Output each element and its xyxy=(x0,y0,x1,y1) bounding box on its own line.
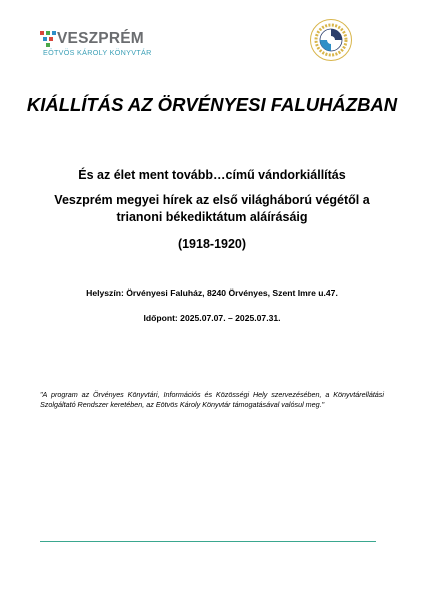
exhibition-years: (1918-1920) xyxy=(177,237,247,251)
page-title: KIÁLLÍTÁS AZ ÖRVÉNYESI FALUHÁZBAN xyxy=(26,94,398,115)
program-note: "A program az Örvényes Könyvtári, Információs és Közösségi Hely szervezésében, a Könyvtárellátási Szolgáltató Rendszer keretében, az Eötvös Károly Könyvtár támogatásával valósul meg." xyxy=(40,390,384,409)
exhibition-subtitle: És az élet ment tovább…című vándorkiállítás xyxy=(78,168,346,182)
location-line: Helyszín: Örvényesi Faluház, 8240 Örvényes, Szent Imre u.47. xyxy=(86,288,338,298)
header xyxy=(0,0,424,70)
round-seal-icon xyxy=(309,18,353,62)
date-line: Időpont: 2025.07.07. – 2025.07.31. xyxy=(143,313,281,323)
logo-title: VESZPRÉM xyxy=(57,30,144,47)
exhibition-description: Veszprém megyei hírek az első világháború végétől a trianoni békediktátum aláírásáig xyxy=(54,193,370,224)
library-logo-mark-icon xyxy=(40,31,56,47)
library-logo[interactable] xyxy=(40,29,170,59)
logo-subtitle: EÖTVÖS KÁROLY KÖNYVTÁR xyxy=(43,48,152,57)
footer-divider xyxy=(40,541,376,542)
